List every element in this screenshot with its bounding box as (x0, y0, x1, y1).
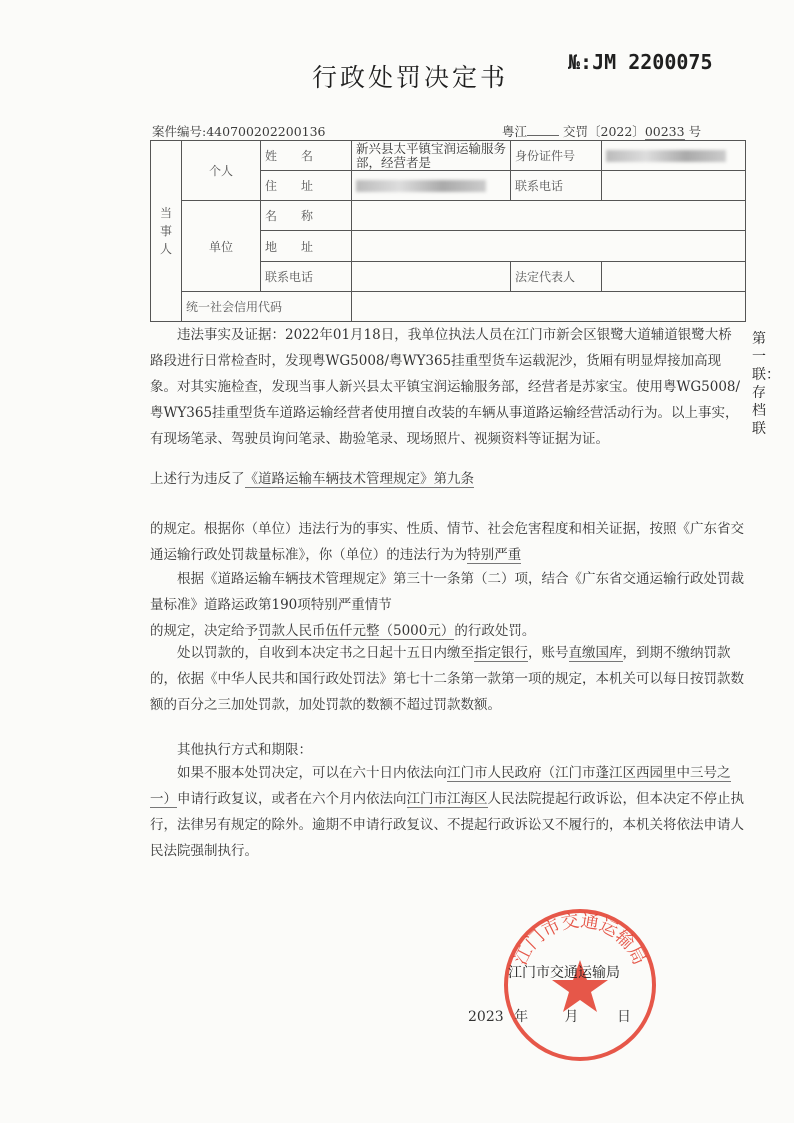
id-value (602, 141, 746, 171)
unit-address-label: 地 址 (261, 231, 352, 261)
other-methods-line: 其他执行方式和期限： (177, 742, 312, 758)
official-seal-icon (500, 905, 660, 1065)
unit-name-label: 名 称 (261, 201, 352, 231)
review-authority: 江门市人民政府（江门市蓬江区西园里中三号之一） (150, 765, 731, 807)
party-side-label: 当事人 (151, 141, 182, 322)
decision-number (502, 122, 701, 140)
issue-year: 2023 (468, 1009, 504, 1025)
appeal-paragraph (150, 760, 745, 864)
phone-value (602, 171, 746, 201)
facts-paragraph: 违法事实及证据：2022年01月18日，我单位执法人员在江门市新会区银鹭大道辅道银鹭大桥路段进行日常检查时，发现粤WG5008/粤WY365挂重型货车运载泥沙，货厢有明显焊接加高现象。对其实施检查，发现当事人新兴县太平镇宝润运输服务部，经营者是苏家宝。使用粤WG5008/粤WY365挂重型货车道路运输经营者使用擅自改装的车辆从事道路运输经营活动行为。以上事实，有现场笔录、驾驶员询问笔录、勘验笔录、现场照片、视频资料等证据为证。 (150, 327, 741, 447)
payment-account: 直缴国库 (568, 645, 623, 661)
document-title: 行政处罚决定书 (312, 63, 509, 92)
unit-credit-label: 统一社会信用代码 (182, 291, 352, 321)
decision-suffix: 号 (688, 124, 702, 139)
court-name: 江门市江海区 (406, 791, 488, 807)
severity-paragraph (150, 516, 745, 568)
appeal-text-3: 人民法院提起行政诉讼，但本决定不停止执行，法律另有规定的除外。逾期不申请行政复议、不提起行政诉讼又不履行的，本机关将依法申请人民法院强制执行。 (150, 791, 744, 859)
case-number: 案件编号:440700202200136 (152, 124, 326, 139)
doc-no-label: №: (568, 50, 593, 74)
issue-date (468, 1006, 631, 1026)
svg-text:江门市交通运输局 (510, 910, 649, 968)
unit-label: 单位 (182, 201, 261, 291)
party-table (150, 140, 746, 322)
payment-bank: 指定银行 (474, 645, 528, 661)
appeal-text: 如果不服本处罚决定，可以在六十日内依法向 (177, 765, 447, 781)
document-number (568, 50, 713, 74)
violated-regulation: 《道路运输车辆技术管理规定》第九条 (244, 471, 474, 487)
severity-value: 特别严重 (467, 547, 522, 563)
id-label: 身份证件号 (511, 141, 602, 171)
violation-line (150, 466, 745, 492)
basis-paragraph: 根据《道路运输车辆技术管理规定》第三十一条第（二）项，结合《广东省交通运输行政处罚裁量标准》道路运政第190项特别严重情节 (150, 571, 744, 613)
year-label: 年 (514, 1009, 529, 1025)
decision-serial: 00233 (644, 124, 685, 139)
payment-text: 处以罚款的，自收到本决定书之日起十五日内缴至 (177, 645, 474, 661)
penalty-suffix: 的行政处罚。 (454, 623, 536, 639)
penalty-prefix: 的规定，决定给予 (150, 623, 258, 639)
unit-name-value (352, 201, 746, 231)
payment-account-label: ，账号 (528, 645, 569, 661)
name-value: 新兴县太平镇宝润运输服务部，经营者是 (352, 141, 511, 171)
appeal-text-2: 申请行政复议，或者在六个月内依法向 (177, 791, 407, 807)
decision-prefix: 粤江 (502, 124, 528, 139)
penalty-amount: 罚款人民币伍仟元整（5000元） (258, 623, 455, 639)
month-label: 月 (564, 1009, 579, 1025)
id-redacted (606, 150, 726, 162)
decision-mid: 交罚〔2022〕 (563, 124, 645, 139)
payment-paragraph (150, 640, 745, 718)
unit-credit-value (352, 291, 746, 321)
payment-late-rule: ，到期不缴纳罚款的，依据《中华人民共和国行政处罚法》第七十二条第一款第一项的规定，本机关可以每日按罚款数额的百分之三加处罚款，加处罚款的数额不超过罚款数额。 (150, 645, 744, 713)
address-value (352, 171, 511, 201)
doc-no-value: JM 2200075 (592, 50, 713, 74)
copy-label: 第一联：存档联 (752, 331, 780, 437)
severity-text: 的规定。根据你（单位）违法行为的事实、性质、情节、社会危害程度和相关证据，按照《广东省交通运输行政处罚裁量标准》，你（单位）的违法行为为 (150, 521, 744, 563)
unit-address-value (352, 231, 746, 261)
name-label: 姓 名 (261, 141, 352, 171)
unit-phone-label: 联系电话 (261, 261, 352, 291)
violation-prefix: 上述行为违反了 (150, 471, 245, 487)
seal-text: 江门市交通运输局 (510, 910, 650, 969)
individual-label: 个人 (182, 141, 261, 201)
unit-legal-value (602, 261, 746, 291)
phone-label: 联系电话 (511, 171, 602, 201)
issuing-authority: 江门市交通运输局 (508, 965, 620, 981)
address-redacted (356, 180, 486, 192)
day-label: 日 (617, 1009, 631, 1025)
address-label: 住 址 (261, 171, 352, 201)
unit-phone-value (352, 261, 511, 291)
unit-legal-label: 法定代表人 (511, 261, 602, 291)
